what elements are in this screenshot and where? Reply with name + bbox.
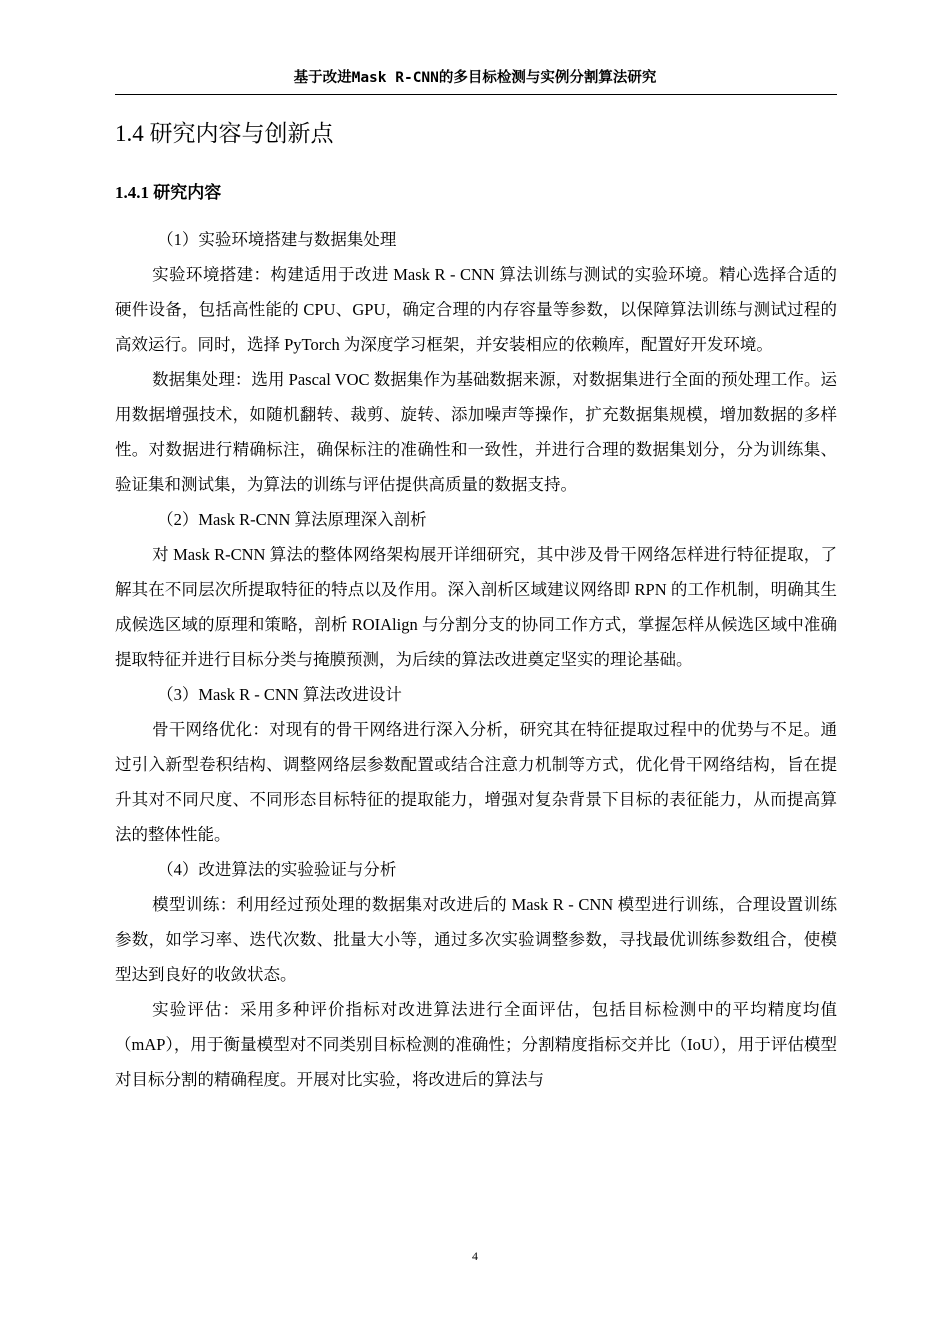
list-item-heading: （4）改进算法的实验验证与分析 [157, 860, 397, 879]
paragraph: 实验环境搭建：构建适用于改进 Mask R - CNN 算法训练与测试的实验环境。精心选择合适的硬件设备，包括高性能的 CPU、GPU，确定合理的内存容量等参数，以保障算法训练与测试过程的高效运行。同时，选择 PyTorch 为深度学习框架，并安装相应的依赖库，配置好开发环境。 [115, 265, 837, 354]
running-header: 基于改进Mask R-CNN的多目标检测与实例分割算法研究 [293, 70, 657, 86]
paragraph: 对 Mask R-CNN 算法的整体网络架构展开详细研究，其中涉及骨干网络怎样进行特征提取，了解其在不同层次所提取特征的特点以及作用。深入剖析区域建议网络即 RPN 的工作机制，明确其生成候选区域的原理和策略，剖析 ROIAlign 与分割分支的协同工作方式，掌握怎样从候选区域中准确提取特征并进行目标分类与掩膜预测，为后续的算法改进奠定坚实的理论基础。 [115, 545, 837, 669]
page-number: 4 [472, 1249, 478, 1263]
paragraph: 数据集处理：选用 Pascal VOC 数据集作为基础数据来源，对数据集进行全面的预处理工作。运用数据增强技术，如随机翻转、裁剪、旋转、添加噪声等操作，扩充数据集规模，增加数据的多样性。对数据进行精确标注，确保标注的准确性和一致性，并进行合理的数据集划分，分为训练集、验证集和测试集，为算法的训练与评估提供高质量的数据支持。 [115, 370, 837, 494]
paragraph: 模型训练：利用经过预处理的数据集对改进后的 Mask R - CNN 模型进行训练，合理设置训练参数，如学习率、迭代次数、批量大小等，通过多次实验调整参数，寻找最优训练参数组合，使模型达到良好的收敛状态。 [115, 895, 837, 984]
header-rule [115, 94, 837, 95]
section-title: 1.4 研究内容与创新点 [115, 121, 334, 146]
paragraph: 实验评估：采用多种评价指标对改进算法进行全面评估，包括目标检测中的平均精度均值（mAP），用于衡量模型对不同类别目标检测的准确性；分割精度指标交并比（IoU），用于评估模型对目标分割的精确程度。开展对比实验，将改进后的算法与 [115, 1000, 837, 1089]
body-text [115, 222, 837, 1097]
paragraph: 骨干网络优化：对现有的骨干网络进行深入分析，研究其在特征提取过程中的优势与不足。通过引入新型卷积结构、调整网络层参数配置或结合注意力机制等方式，优化骨干网络结构，旨在提升其对不同尺度、不同形态目标特征的提取能力，增强对复杂背景下目标的表征能力，从而提高算法的整体性能。 [115, 720, 837, 844]
list-item-heading: （3）Mask R - CNN 算法改进设计 [157, 685, 402, 704]
subsection-title: 1.4.1 研究内容 [115, 183, 222, 202]
list-item-heading: （2）Mask R-CNN 算法原理深入剖析 [157, 510, 427, 529]
list-item-heading: （1）实验环境搭建与数据集处理 [157, 230, 397, 249]
